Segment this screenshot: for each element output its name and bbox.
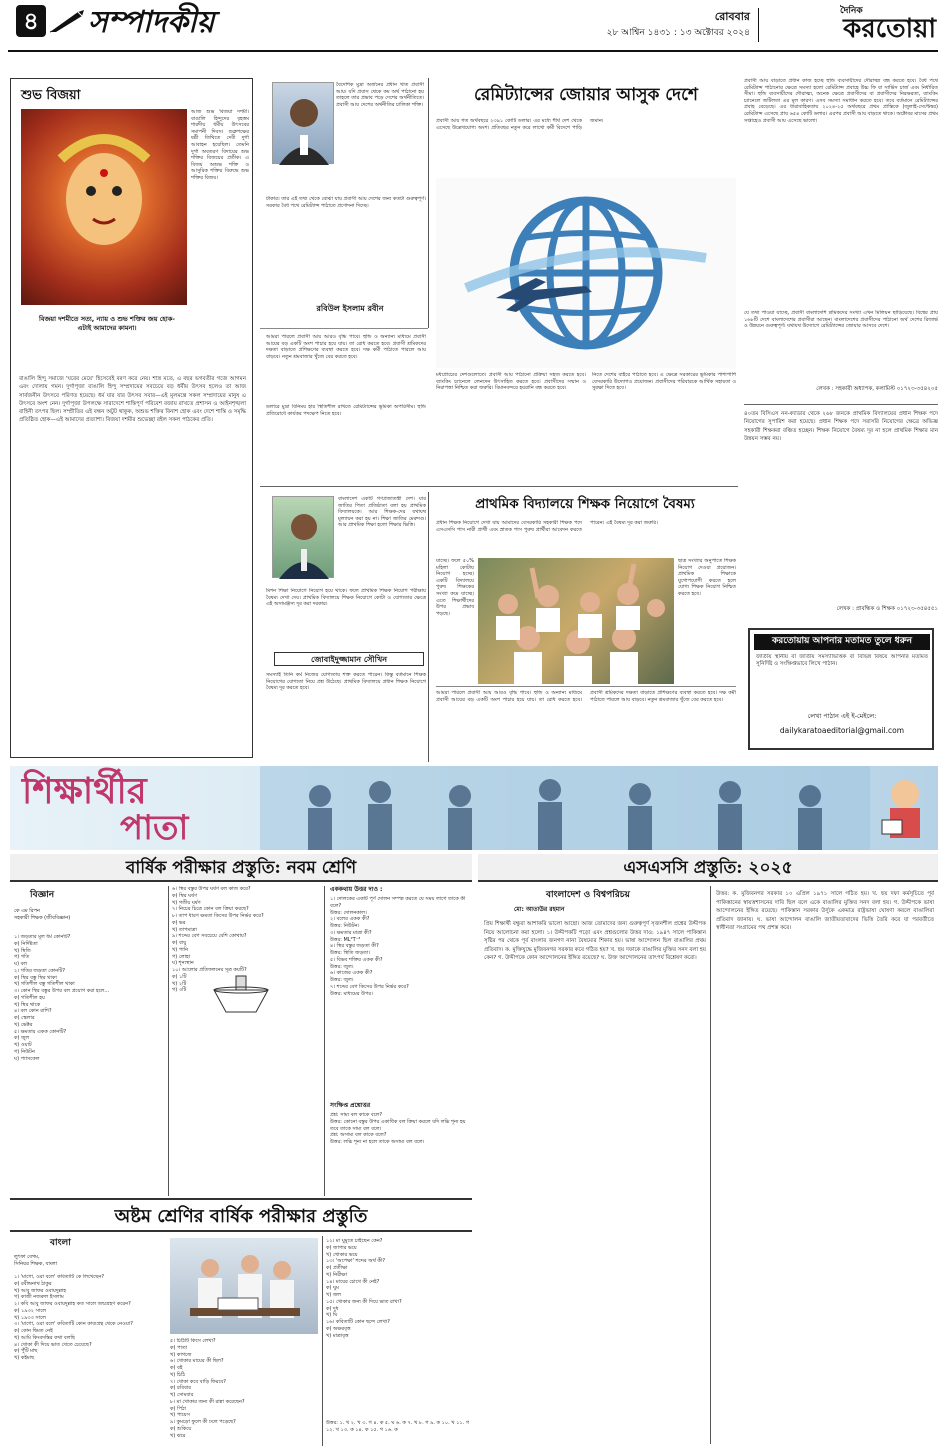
question-line: ৭। খোকা কবে বাড়ি ফিরবে?	[170, 1378, 226, 1385]
question-line: খ) মাত্রাবৃত্ত	[326, 1332, 349, 1339]
answer-line: উত্তর: স্থিতি জড়তা।	[330, 950, 371, 956]
class9-short-title: সংক্ষিপ্ত প্রশ্নোত্তর	[330, 1102, 371, 1109]
question-line: খ) ঝরে	[170, 1432, 186, 1439]
question-line: ঘ) বল	[14, 961, 28, 967]
question-line: খ) কাগজে	[170, 1351, 192, 1358]
answer-line: ১। দোলকের একটি পূর্ণ দোলন সম্পন্ন করতে যে সময় লাগে তাকে কী বলে?	[330, 896, 466, 909]
short-answer-line: প্রশ্ন: সাম্য বল কাকে বলে?	[330, 1112, 383, 1118]
question-line: ক) শুকিয়ে	[170, 1425, 192, 1432]
author-photo-remittance	[272, 82, 334, 164]
question-line: ক) জাগার ভয়ে	[326, 1244, 357, 1251]
editorial-body: বাঙালি হিন্দু সমাজে 'ঘরের মেয়ে' হিসেবেই বরণ করে নেয়। শাস্ত্র মতে, এ বছর ভগবতীর গজে আগমন এবং দোলায় গমন। দুর্গাপূজা বাঙালি হিন্দু সম্প্রদায়ের সবচেয়ে বড় ধর্মীয় উৎসব হলেও তা আজ সার্বজনীন উৎসবে পরিণত হয়েছে। ধর্ম যার যার উৎসব সবার—এই মূলমন্ত্রে সকল সম্প্রদায়ের মানুষ এ উৎসবে অংশ নেন। দুর্গাপূজা উপলক্ষে সারাদেশে শান্তিপূর্ণ পরিবেশ বজায় রাখতে প্রশাসন ও আইনশৃঙ্খলা বাহিনী তৎপর ছিল। সম্প্রীতির এই বন্ধন অটুট থাকুক, অশুভ শক্তির বিনাশ হোক এবং দেশে শান্তি ও সমৃদ্ধি প্রতিষ্ঠিত হোক—এই আমাদের প্রত্যাশা। বিজয়া দশমীর শুভেচ্ছা রইল সকল পাঠকের প্রতি।	[19, 376, 246, 424]
banner-cartoon	[878, 772, 932, 846]
answer-line: উত্তর: দোলনকাল।	[330, 909, 367, 916]
question-line: ১। জড়তার মূল ধর্ম কোনটি?	[14, 934, 71, 940]
question-line: খ) ১৯৩৩ সালে	[14, 1314, 46, 1321]
question-line: গ) গতি	[14, 954, 30, 961]
question-line: ১৬। কবিতাটি কোন ছন্দে লেখা?	[326, 1319, 390, 1325]
answer-line: উত্তর: জুল।	[330, 977, 354, 983]
question-line: ঘ) প্যাসকেল	[14, 1055, 40, 1062]
class9-questions-b	[172, 886, 322, 1196]
remittance-headline: রেমিট্যান্সের জোয়ার আসুক দেশে	[474, 85, 698, 105]
remittance-right-column	[744, 78, 938, 408]
question-line: ক) রবিবার	[170, 1385, 191, 1392]
class8-title: অষ্টম শ্রেণির বার্ষিক পরীক্ষার প্রস্তুতি	[10, 1198, 472, 1232]
class9-answers	[330, 896, 470, 1096]
question-line: খ) গতীয় ঘর্ষণ	[172, 899, 201, 906]
question-line: খ) সোমবার	[170, 1392, 194, 1398]
class9-short	[330, 1112, 470, 1196]
banner-title-line2: পাতা	[120, 808, 189, 848]
primary-headline: প্রাথমিক বিদ্যালয়ে শিক্ষক নিয়োগে বৈষম্য	[475, 496, 695, 512]
question-line: খ) পানি	[172, 946, 189, 953]
class8-questions-c	[326, 1238, 470, 1418]
answer-line: ৩। ক্ষমতার মাত্রা কী?	[330, 929, 372, 936]
header-date: ২৮ আশ্বিন ১৪৩১ : ১৩ অক্টোবর ২০২৪	[606, 28, 750, 38]
primary-col1: বাংলাদেশ একটি গণপ্রজাতন্ত্রী দেশ। যার জাতির পিতা প্রতিষ্ঠাতা বলা হয় প্রাথমিক বিদ্যালয়কে। আর শিক্ষক-দের যথাযথ মূল্যায়ন করা হয় না। শিক্ষা জাতির মেরুদণ্ড। আর প্রাথমিক শিক্ষা হলো শিক্ষার ভিত্তি।	[338, 496, 426, 529]
answer-line: উত্তর: ML²T⁻³	[330, 936, 361, 943]
short-answer-line: উত্তর: লব্ধি শূন্য না হলে তাকে অসাম্য বল বলে।	[330, 1139, 425, 1145]
question-line: খ) ওয়াট	[14, 1042, 32, 1048]
question-line: ক) জুল	[14, 1035, 30, 1042]
remittance-right-text: প্রবাসী আয় বাড়াতে প্রধান কাজ হচ্ছে হুন্ডি ব্যবসায়ীদের দৌরাত্ম্য বন্ধ করতে হবে। বৈধ পথে রেমিট্যান্স পাঠানোর ক্ষেত্রে সমস্যা হলো রেমিট্যান্স প্রবাহে উচ্চ ফি বা সার্ভিস চার্জ এবং নির্ধারিত সীমা। হুন্ডি ব্যবসায়ীদের দৌরাত্ম্য, অনেক ক্ষেত্রে প্রবাসীদের বা প্রবাসীদের নিরক্ষরতা, ব্যাংকিং চ্যানেলে জটিলতা এর মূল কারণ। এসব সমস্যা সমাধান করতে হবে। তবে বর্তমানে রেমিট্যান্সের প্রবাহ বেড়েছে। এর ধারাবাহিকতায় ২০২৪-২৫ অর্থবছরে প্রথম প্রান্তিকে (জুলাই-সেপ্টেম্বর) রেমিট্যান্স এসেছে প্রায় ৬৫৪ কোটি ডলার। এরপর প্রবাসী আয় বাড়তে থাকে। অক্টোবর মাসের প্রথম সপ্তাহেও প্রবাসী আয় এসেছে ভালো।	[744, 78, 938, 124]
student-page-banner	[10, 766, 938, 850]
class8-students-image	[170, 1238, 318, 1334]
remittance-lower: আমরা পারলে প্রবাসী আয় আরও বৃদ্ধি পাবে। হুন্ডি ও অন্যান্য মাধ্যমে প্রবাসী আয়ের বড় একটি অংশ পাচার হয়ে যায়। তা রোধ করতে হবে। প্রবাসী শ্রমিকদের দক্ষতা বাড়াতে প্রশিক্ষণের ব্যবস্থা করতে হবে। দক্ষ কর্মী পাঠাতে পারলে আয় বাড়বে। নতুন শ্রমবাজার খুঁজে বের করতে হবে।	[266, 334, 426, 360]
remittance-lower2: মধ্যপ্রাচ্যের দেশগুলোতে। প্রবাসী আয় পাঠানো প্রক্রিয়া সহজ করতে হবে। ব্যাংকিং চ্যানেলে লেনদেন উৎসাহিত করতে হবে। প্রবাসীদের সম্মান ও নিরাপত্তা নিশ্চিত করা জরুরি। বিমানবন্দরে হয়রানি বন্ধ করতে হবে।	[436, 372, 586, 392]
answer-line: উত্তর: জুল।	[330, 963, 354, 970]
question-line: খ) ঘি	[326, 1312, 338, 1319]
question-line: ক) অক্ষরবৃত্ত	[326, 1325, 351, 1332]
ssc-section	[478, 854, 938, 1446]
question-line: গ) কাজী নজরুল ইসলাম	[14, 1294, 64, 1301]
class8-section	[10, 1198, 472, 1448]
class9-questions-a	[14, 934, 164, 1196]
banner-title-line1: শিক্ষার্থীর	[22, 770, 147, 812]
primary-col5: যাচ্ছে। ফলে ৫০% মহিলা কোটায় নিয়োগ হচ্ছে। একটি বিদ্যালয়ে পুরুষ শিক্ষকের সংখ্যা কমে যাচ্ছে। এতে শিক্ষার্থীদের উপর প্রভাব পড়ছে।	[436, 558, 474, 617]
answer-line: উত্তর: মাধ্যমের উপর।	[330, 990, 373, 997]
page-number: ৪	[16, 5, 46, 37]
question-line: ৪। খোকা কী দিয়ে ভাত খেতে চেয়েছে?	[14, 1341, 92, 1348]
question-line: ক) নির্দিষ্টতা	[14, 940, 38, 947]
short-answer-line: উত্তর: কোনো বস্তুর উপর একাধিক বল ক্রিয়া করলে যদি লব্ধি শূন্য হয় তবে তাকে সাম্য বল বলে।	[330, 1118, 466, 1132]
question-line: ক) প্রতীক্ষা	[326, 1265, 348, 1271]
remittance-col1: বৈদেশিক মুদ্রা অর্জনের প্রধান খাত প্রবাসী আয়। যদি প্রবাস থেকে কম অর্থ পাঠানো হয় তাহলে তার প্রভাব পড়ে দেশের অর্থনীতিতে। প্রবাসী আয় দেশের অর্থনীতির চালিকা শক্তি।	[336, 82, 424, 108]
ssc-col1: প্রিয় শিক্ষার্থী বন্ধুরা আশাকরি ভালো আছো। আজ তোমাদের জন্য গুরুত্বপূর্ণ সৃজনশীল প্রশ্নের উদ্দীপক নিয়ে আলোচনা করা হলো। ১। উদ্দীপকটি পড়ো এবং প্রশ্নগুলোর উত্তর দাও: ১৯৪৭ সালে পাকিস্তান সৃষ্টির পর থেকে পূর্ব বাংলার জনগণ নানা বৈষম্যের শিকার হয়। ভাষা আন্দোলন ছিল বাঙালির প্রথম প্রতিবাদ। ক. মুক্তিযুদ্ধে মুজিবনগর সরকার কবে গঠিত হয়? খ. ছয় দফাকে বাঙালির মুক্তির সনদ বলা হয় কেন? গ. উদ্দীপকে কোন আন্দোলনের ইঙ্গিত রয়েছে? ঘ. উক্ত আন্দোলনের তাৎপর্য বিশ্লেষণ করো।	[484, 921, 706, 962]
question-line: ১৫। খোকার জন্য কী দিয়ে ভাত রাখা?	[326, 1298, 402, 1305]
question-line: ২। কবি আবু জাফর ওবায়দুল্লাহ কত সালে জন্মগ্রহণ করেন?	[14, 1301, 131, 1307]
question-line: ক) বায়ু	[172, 940, 187, 946]
question-line: ৮। তাপ ধারণ ক্ষমতা কিসের উপর নির্ভর করে?	[172, 913, 264, 919]
globe-plane-image	[436, 178, 736, 368]
question-line: ৬। খোকার মায়ের কী ছিল?	[170, 1358, 224, 1365]
question-line: ৩। কোন স্থির বস্তুর উপর বল প্রয়োগ করা হলে...	[14, 988, 110, 994]
question-line: ৫। চিঠিটি কিসে লেখা?	[170, 1338, 216, 1344]
answer-line: ৭। শব্দের বেগ কিসের উপর নির্ভর করে?	[330, 983, 409, 990]
question-line: খ) ২টি	[172, 980, 187, 987]
question-line: খ) স্থিতি	[14, 947, 31, 954]
paper-prefix: দৈনিক	[840, 6, 863, 16]
short-answer-line: প্রশ্ন: অসাম্য বল কাকে বলে?	[330, 1132, 387, 1139]
question-line: ১। 'মাগো, ওরা বলে' কবিতাটি কে লিখেছেন?	[14, 1274, 104, 1280]
opinion-notice-body: জাতীয় স্থানীয় বা জাতীয় সমস্যাভিত্তিক বা বিভিন্ন বিষয়ে আপনার মতামত সুনির্দিষ্ট ও সংক্ষিপ্তভাবে লিখে পাঠান।	[756, 654, 928, 668]
class9-section	[10, 854, 472, 1196]
question-line: খ) স্থির থাকে	[14, 1001, 41, 1008]
question-line: খ) জল	[326, 1292, 342, 1298]
class9-answers-title: এককথায় উত্তর দাও :	[330, 886, 383, 893]
remittance-author: রবিউল ইসলাম রবীন	[316, 304, 384, 313]
question-line: গ) লোহা	[172, 953, 191, 960]
question-line: ৬। স্থির বস্তুর উপর ঘর্ষণ বল কাজ করে?	[172, 886, 251, 892]
primary-col3: সমস্যাই তিনি কর্ম নিজের যোগ্যতায় শক্ত করতে পারেন। কিন্তু বর্তমানে শিক্ষক নিয়োগের যোগ্যতা নিয়ে প্রশ্ন উঠেছে। প্রাথমিক বিদ্যালয়ে প্রধান শিক্ষক নিয়োগে বৈষম্য দূর করতে হবে।	[266, 672, 426, 692]
question-line: গ) নিউটন	[14, 1048, 35, 1055]
durga-image	[21, 109, 187, 305]
remittance-col3: প্রবাসী আয় গত অর্থবছরে ২৩৯১ কোটি ডলার। এর মধ্যে শীর্ষ দেশ থেকে এসেছে উল্লেখযোগ্য অংশ। প্রতিবছর নতুন করে লাখো কর্মী বিদেশে পাড়ি জমান।	[436, 118, 604, 131]
banner-students-image	[260, 766, 870, 850]
class9-title: বার্ষিক পরীক্ষার প্রস্তুতি: নবম শ্রেণি	[10, 854, 472, 882]
opinion-email-label: লেখা পাঠান এই ই-মেইলে:	[807, 712, 877, 720]
question-line: ক) স্কেলার	[14, 1015, 35, 1021]
question-line: ১৩। 'অপেক্ষা' শব্দের অর্থ কী?	[326, 1258, 386, 1265]
class9-teacher: কে এম রিপন সহকারী শিক্ষক (জীববিজ্ঞান)	[14, 908, 71, 921]
question-line: ক) পুঁটি মাছ	[14, 1348, 38, 1355]
class9-diagram	[206, 972, 276, 1016]
question-line: ক) রবীন্দ্রনাথ ঠাকুর	[14, 1280, 52, 1287]
ssc-subject: বাংলাদেশ ও বিশ্বপরিচয়	[546, 890, 630, 900]
question-line: ক) স্থির বস্তু স্থির থাকা	[14, 974, 57, 981]
question-line: ১০। আলোর প্রতিফলনের সূত্র কয়টি?	[172, 967, 247, 973]
question-line: খ) আমি কিংবদন্তির কথা বলছি	[14, 1334, 75, 1341]
question-line: ৯। কুমড়ো ফুলে কী ঢলে পড়েছে?	[170, 1419, 236, 1425]
question-line: খ) আবু জাফর ওবায়দুল্লাহ	[14, 1287, 67, 1294]
question-line: ক) পিঠা	[170, 1405, 186, 1412]
primary-col4: প্রধান শিক্ষক নিয়োগে দেখা যায় আমাদের বেসরকারি সহকারী শিক্ষক পদে এসএসসি পাস নারী প্রার্থী এবং স্নাতক পাস পুরুষ প্রার্থীরা আবেদন করতে পারেন। এই বৈষম্য দূর করা জরুরি।	[436, 520, 658, 533]
question-line: ক) গতিশীল হয়	[14, 994, 45, 1001]
class8-questions-a	[14, 1274, 166, 1446]
question-line: গ) ৩টি	[172, 987, 187, 994]
remittance-col4: ডলারে মুদ্রা বিনিময় হার স্থিতিশীল রাখতে রেমিট্যান্সের ভূমিকা অপরিসীম। হুন্ডি প্রতিরোধে কার্যকর পদক্ষেপ নিতে হবে।	[266, 404, 426, 417]
question-line: ক) দুধ	[326, 1305, 339, 1312]
question-line: ক) কোন দ্বিমত নেই	[14, 1328, 53, 1334]
pen-icon	[48, 8, 88, 34]
class8-subject: বাংলা	[50, 1238, 71, 1248]
remittance-col2: টাকার। তার এই তথ্য থেকে বোঝা যায় প্রবাসী আয় দেশের জন্য কতটা গুরুত্বপূর্ণ। সরকার বৈধ পথে রেমিট্যান্স পাঠাতে প্রণোদনা দিচ্ছে।	[266, 196, 426, 209]
question-line: খ) কইমাছ	[14, 1355, 35, 1361]
class8-questions-b	[170, 1338, 320, 1446]
remittance-footer: লেখক : সহকারী অধ্যাপক, কলামিস্ট ০১৭২৩-৩৫৪২০৫	[816, 386, 938, 392]
question-line: ঘ) শূন্যস্থান	[172, 960, 194, 967]
answer-line: ৪। স্থির বস্তুর জড়তা কী?	[330, 943, 379, 950]
question-line: ৮। মা খোকার জন্য কী রান্না করেছেন?	[170, 1398, 245, 1405]
remittance-right-text2: যে তথ্য পাওয়া যাচ্ছে, প্রবাসী বাংলাদেশি শ্রমিকদের সংখ্যা এখন মিলিয়ন ছাড়িয়েছে। বিশ্বের প্রায় ১৬৮টি দেশে বাংলাদেশের প্রবাসীরা আছেন। বাংলাদেশের প্রবাসীদের পাঠানো অর্থ দেশের রিজার্ভ ও উন্নয়নে গুরুত্বপূর্ণ। যথাযথ উদ্যোগে রেমিট্যান্সের জোয়ার আসবে দেশে।	[744, 310, 938, 330]
question-line: ক) স্থির ঘর্ষণ	[172, 892, 197, 899]
question-line: ১২। মা ঘুমুতে চাইছেন কেন?	[326, 1238, 383, 1244]
question-line: খ) তাপমাত্রা	[172, 926, 197, 933]
question-line: ৫। ক্ষমতার একক কোনটি?	[14, 1028, 67, 1035]
question-line: খ) ভেক্টর	[14, 1021, 33, 1028]
primary-right-text: ৪০তম বিসিএস নন-ক্যাডার থেকে ২৬৮ জনকে প্রাথমিক বিদ্যালয়ের প্রধান শিক্ষক পদে নিয়োগের সুপারিশ করা হয়েছে। প্রধান শিক্ষক পদে সরাসরি নিয়োগের ক্ষেত্রে অভিজ্ঞ সহকারী শিক্ষকরা বঞ্চিত হচ্ছেন। শিক্ষক নিয়োগে বৈষম্য দূর না হলে প্রাথমিক শিক্ষার মান উন্নয়ন সম্ভব নয়।	[744, 411, 938, 442]
primary-article	[260, 492, 740, 762]
question-line: ২। গতির জড়তা কোনটি?	[14, 967, 66, 974]
paper-name: করতোয়া	[843, 14, 936, 44]
question-line: ক) বই	[170, 1365, 183, 1371]
question-line: খ) গতিশীল বস্তু গতিশীল থাকা	[14, 981, 75, 988]
author-photo-primary	[272, 496, 334, 578]
question-line: ক) ১৯৩২ সালে	[14, 1307, 47, 1314]
opinion-notice-box	[748, 628, 934, 750]
ssc-teacher: মো: আতাউর রহমান	[514, 906, 565, 913]
primary-col6: ছাত্র সংখ্যার অনুপাতে শিক্ষক নিয়োগ দেওয়া প্রয়োজন। প্রাথমিক শিক্ষাকে যুগোপযোগী করতে হলে যোগ্য শিক্ষক নিয়োগ নিশ্চিত করতে হবে।	[678, 558, 736, 597]
answer-line: ২। বলের একক কী?	[330, 916, 370, 923]
opinion-email[interactable]: dailykaratoaeditorial@gmail.com	[779, 726, 905, 735]
question-line: ক) ১টি	[172, 973, 187, 980]
question-line: ক) পাতা	[170, 1344, 188, 1351]
primary-col7: আমরা পারলে প্রবাসী আয় আরও বৃদ্ধি পাবে। হুন্ডি ও অন্যান্য মাধ্যমে প্রবাসী আয়ের বড় একটি অংশ পাচার হয়ে যায়। তা রোধ করতে হবে। প্রবাসী শ্রমিকদের দক্ষতা বাড়াতে প্রশিক্ষণের ব্যবস্থা করতে হবে। দক্ষ কর্মী পাঠাতে পারলে আয় বাড়বে। নতুন শ্রমবাজার খুঁজে বের করতে হবে।	[436, 690, 736, 703]
editorial-right-text: আজ শুভ বিজয়া দশমী। বাঙালি হিন্দুদের বৃহত্তম শারদীয় ধর্মীয় উৎসবের সমাপনী দিবস। শুক্লপক্ষের ষষ্ঠী তিথিতে দেবী দুর্গা আবাহন হয়েছিল। তেমনি দুর্গা অবতরণ বিদায়ের শুভ শক্তির বিজয়ের প্রতীক। এ বিজয় অশুভ শক্তি ও আসুরিক শক্তির বিরুদ্ধে শুভ শক্তির বিজয়।	[191, 109, 249, 181]
classroom-image	[478, 558, 674, 684]
primary-author: জোবাইদুজ্জামান সৌখিন	[274, 652, 424, 666]
ssc-col2: উত্তর: ক. মুজিবনগর সরকার ১০ এপ্রিল ১৯৭১ সালে গঠিত হয়। খ. ছয় দফা কর্মসূচিতে পূর্ব পাকিস্তানের স্বায়ত্তশাসনের দাবি ছিল বলে একে বাঙালির মুক্তির সনদ বলা হয়। গ. উদ্দীপকে ভাষা আন্দোলনের ইঙ্গিত রয়েছে। পাকিস্তান সরকার উর্দুকে একমাত্র রাষ্ট্রভাষা ঘোষণা করলে বাঙালিরা প্রতিবাদ জানায়। ঘ. ভাষা আন্দোলন বাঙালি জাতীয়তাবাদের ভিত্তি তৈরি করে যা পরবর্তীতে স্বাধীনতা সংগ্রামের পথ প্রশস্ত করে।	[716, 891, 934, 932]
question-line: খ) নিরীক্ষা	[326, 1271, 347, 1278]
answer-line: উত্তর: নিউটন।	[330, 923, 360, 929]
page-header	[0, 0, 945, 72]
question-line: ৯। শব্দের বেগ সবচেয়ে বেশি কোথায়?	[172, 933, 247, 940]
question-line: ১৪। মায়ের চোখে কী নেই?	[326, 1278, 380, 1285]
class8-answer-key: উত্তর: ১. খ ২. খ ৩. গ ৪. ক ৫. ঘ ৬. ক ৭. খ ৮. গ ৯. ক ১০. খ ১১. গ ১২. খ ১৩. ক ১৪. ক ১৫. গ ১৬. ক	[326, 1420, 470, 1433]
question-line: ৭। নিচের চিত্রে কোন বল ক্রিয়া করছে?	[172, 906, 249, 913]
answer-line: ৬। কাজের একক কী?	[330, 970, 373, 977]
question-line: ৩। 'মাগো, ওরা বলে' কবিতাটি কোন কাব্যগ্রন্থ থেকে নেওয়া?	[14, 1321, 133, 1328]
question-line: ক) ঘুম	[326, 1285, 339, 1292]
class9-subject: বিজ্ঞান	[30, 890, 55, 900]
opinion-notice-title: করতোয়ায় আপনার মতামত তুলে ধরুন	[754, 634, 930, 650]
question-line: খ) খোকার ভয়ে	[326, 1251, 358, 1258]
primary-footer: লেখক : প্রাবন্ধিক ও শিক্ষক ০১৭২৩-৩৫৪৫৫১	[836, 606, 938, 612]
question-line: ৪। বল কোন রাশি?	[14, 1008, 52, 1015]
editorial-box	[10, 78, 253, 758]
ssc-title: এসএসসি প্রস্তুতি: ২০২৫	[478, 854, 938, 882]
question-line: ক) ভর	[172, 919, 186, 926]
primary-right-column	[744, 410, 938, 760]
remittance-lower3: নিতে দেশের বাইরে পাঠাতে হবে। এ ক্ষেত্রে সরকারের ভূমিকার পাশাপাশি বেসরকারি উদ্যোগও প্রয়োজন। প্রবাসীদের পরিবারকে আর্থিক সহায়তা ও সুরক্ষা দিতে হবে।	[592, 372, 736, 392]
section-title: সম্পাদকীয়	[88, 5, 215, 40]
primary-col2: মিশন শিক্ষা নিয়োগে নিয়োগ হয়ে থাকে। ফলে প্রাথমিক শিক্ষক নিয়োগ পরীক্ষায় বৈষম্য দেখা দেয়। প্রাথমিক বিদ্যালয়ে শিক্ষক নিয়োগে কোটা ও যোগ্যতার ক্ষেত্রে এই অসামঞ্জস্য দূর করা দরকার।	[266, 588, 426, 608]
answer-line: ৫। বিভব শক্তির একক কী?	[330, 956, 383, 963]
class8-teacher: লুৎফা বেগম, সিনিয়র শিক্ষক, বাংলা	[14, 1254, 58, 1267]
question-line: খ) পায়েস	[170, 1412, 190, 1419]
question-line: খ) চিঠি	[170, 1371, 186, 1378]
header-day: রোববার	[714, 10, 750, 23]
editorial-quote: বিজয়া দশমীতে সত্য, ন্যায় ও শুভ শক্তির জয় হোক-এটাই আমাদের কামনা।	[39, 315, 175, 333]
editorial-title: শুভ বিজয়া	[21, 88, 81, 103]
